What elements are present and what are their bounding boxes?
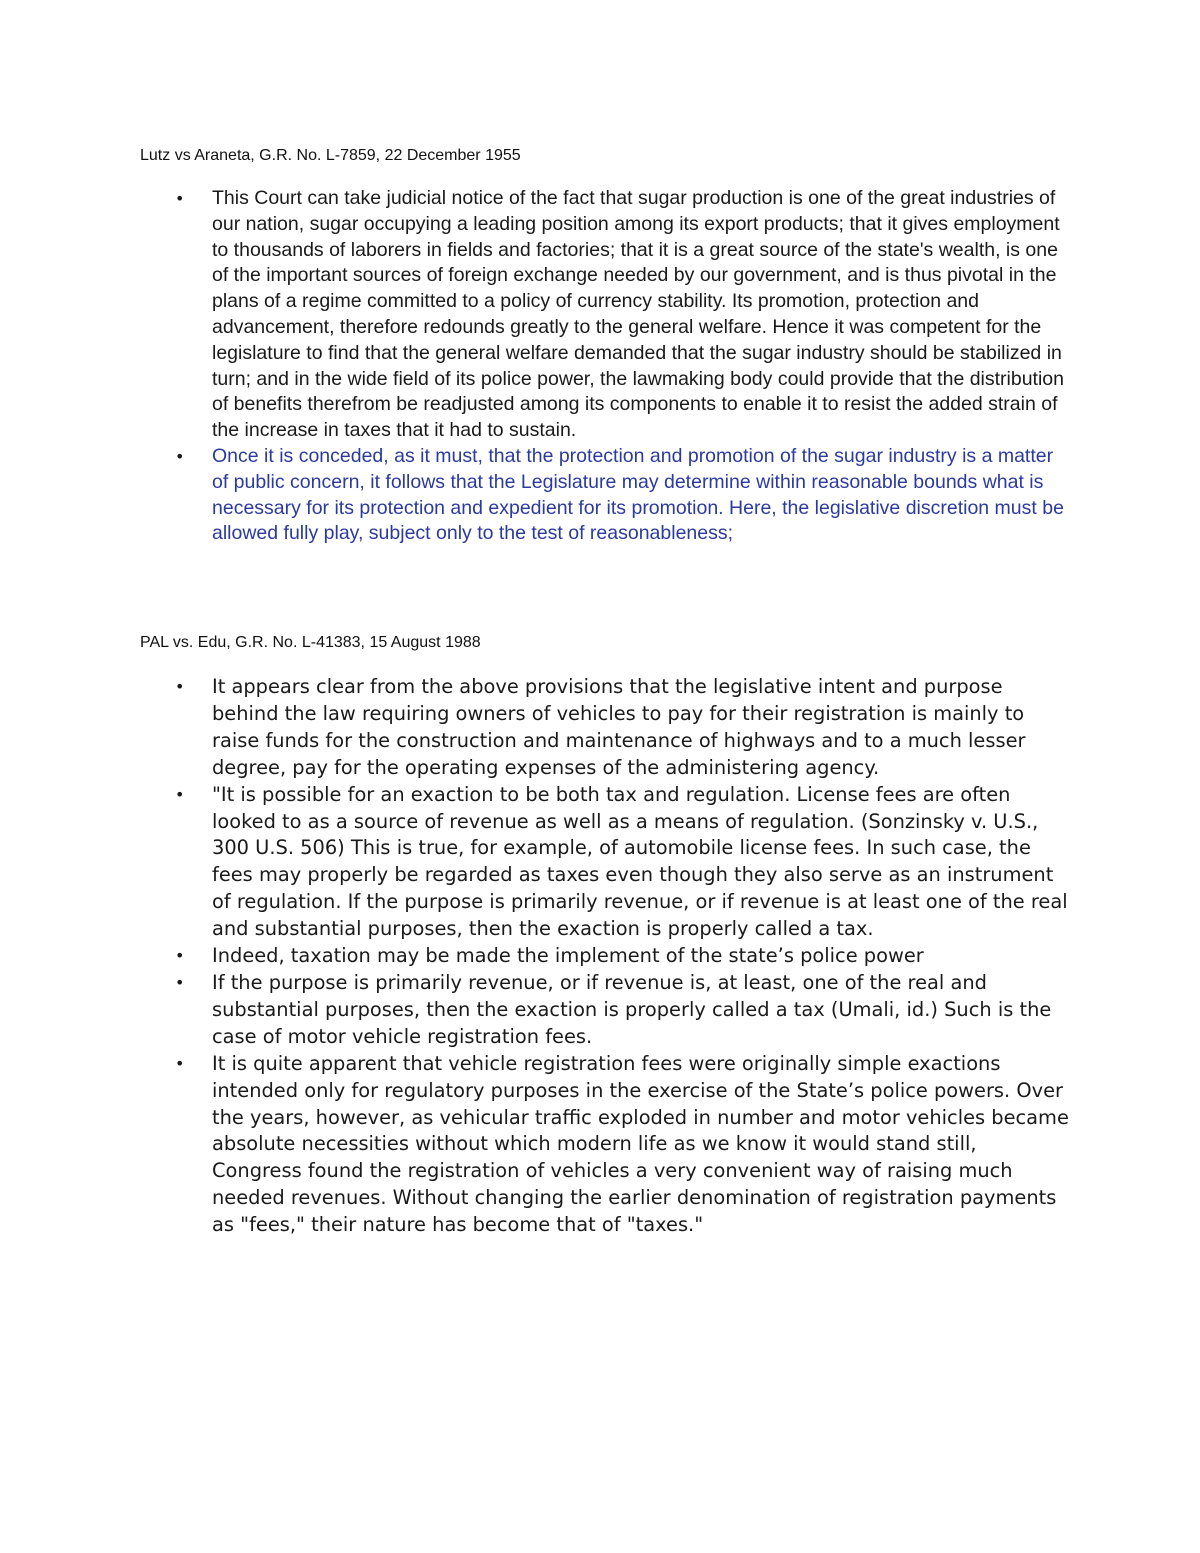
bullet-text: Indeed, taxation may be made the implement of the state’s police power — [212, 944, 924, 968]
bullet-icon: • — [175, 784, 185, 804]
lutz-bullet-list — [170, 186, 1070, 547]
case-title-lutz-vs-araneta: Lutz vs Araneta, G.R. No. L-7859, 22 December 1955 — [140, 147, 521, 164]
bullet-icon: • — [175, 189, 185, 208]
bullet-text: If the purpose is primarily revenue, or if revenue is, at least, one of the real and substantial purposes, then the exaction is properly called a tax (Umali, id.) Such is the case of motor vehicle registration fees. — [212, 970, 1052, 1048]
list-item — [170, 444, 1070, 547]
list-item — [170, 674, 1070, 782]
list-item — [170, 970, 1070, 1051]
list-item — [170, 186, 1070, 444]
bullet-text-highlighted: Once it is conceded, as it must, that the protection and promotion of the sugar industry is a matter of public concern, it follows that the Legislature may determine within reasonable bounds what is necessary for its protection and expedient for its promotion. Here, the legislative discretion must be allowed fully play, subject only to the test of reasonableness; — [212, 444, 1064, 545]
bullet-icon: • — [175, 1053, 185, 1073]
bullet-text: It appears clear from the above provisions that the legislative intent and purpose behind the law requiring owners of vehicles to pay for their registration is mainly to raise funds for the construction and maintenance of highways and to a much lesser degree, pay for the operating expenses of the administering agency. — [212, 675, 1026, 779]
bullet-icon: • — [175, 677, 185, 696]
case-title-pal-vs-edu: PAL vs. Edu, G.R. No. L-41383, 15 August 1988 — [140, 634, 481, 651]
bullet-icon: • — [175, 946, 185, 966]
list-item — [170, 943, 1070, 970]
bullet-text: "It is possible for an exaction to be both tax and regulation. License fees are often looked to as a source of revenue as well as a means of regulation. (Sonzinsky v. U.S., 300 U.S. 506) This is true, for example, of automobile license fees. In such case, the fees may properly be regarded as taxes even though they also serve as an instrument of regulation. If the purpose is primarily revenue, or if revenue is at least one of the real and substantial purposes, then the exaction is properly called a tax. — [212, 782, 1068, 941]
bullet-text: It is quite apparent that vehicle registration fees were originally simple exactions intended only for regulatory purposes in the exercise of the State’s police powers. Over the years, however, as vehicular traffic exploded in number and motor vehicles became absolute necessities without which modern life as we know it would stand still, Congress found the registration of vehicles a very convenient way of raising much needed revenues. Without changing the earlier denomination of registration payments as "fees," their nature has become that of "taxes." — [212, 1051, 1069, 1237]
pal-bullet-list — [170, 674, 1070, 1239]
bullet-icon: • — [175, 446, 185, 466]
bullet-text: This Court can take judicial notice of the fact that sugar production is one of the great industries of our nation, sugar occupying a leading position among its export products; that it gives employment to thousands of laborers in fields and factories; that it is a great source of the state's wealth, is one of the important sources of foreign exchange needed by our government, and is thus pivotal in the plans of a regime committed to a policy of currency stability. Its promotion, protection and advancement, therefore redounds greatly to the general welfare. Hence it was competent for the legislature to find that the general welfare demanded that the sugar industry should be stabilized in turn; and in the wide field of its police power, the lawmaking body could provide that the distribution of benefits therefrom be readjusted among its components to enable it to resist the added strain of the increase in taxes that it had to sustain. — [212, 187, 1065, 442]
list-item — [170, 1051, 1070, 1239]
bullet-icon: • — [175, 972, 185, 992]
list-item — [170, 782, 1070, 943]
